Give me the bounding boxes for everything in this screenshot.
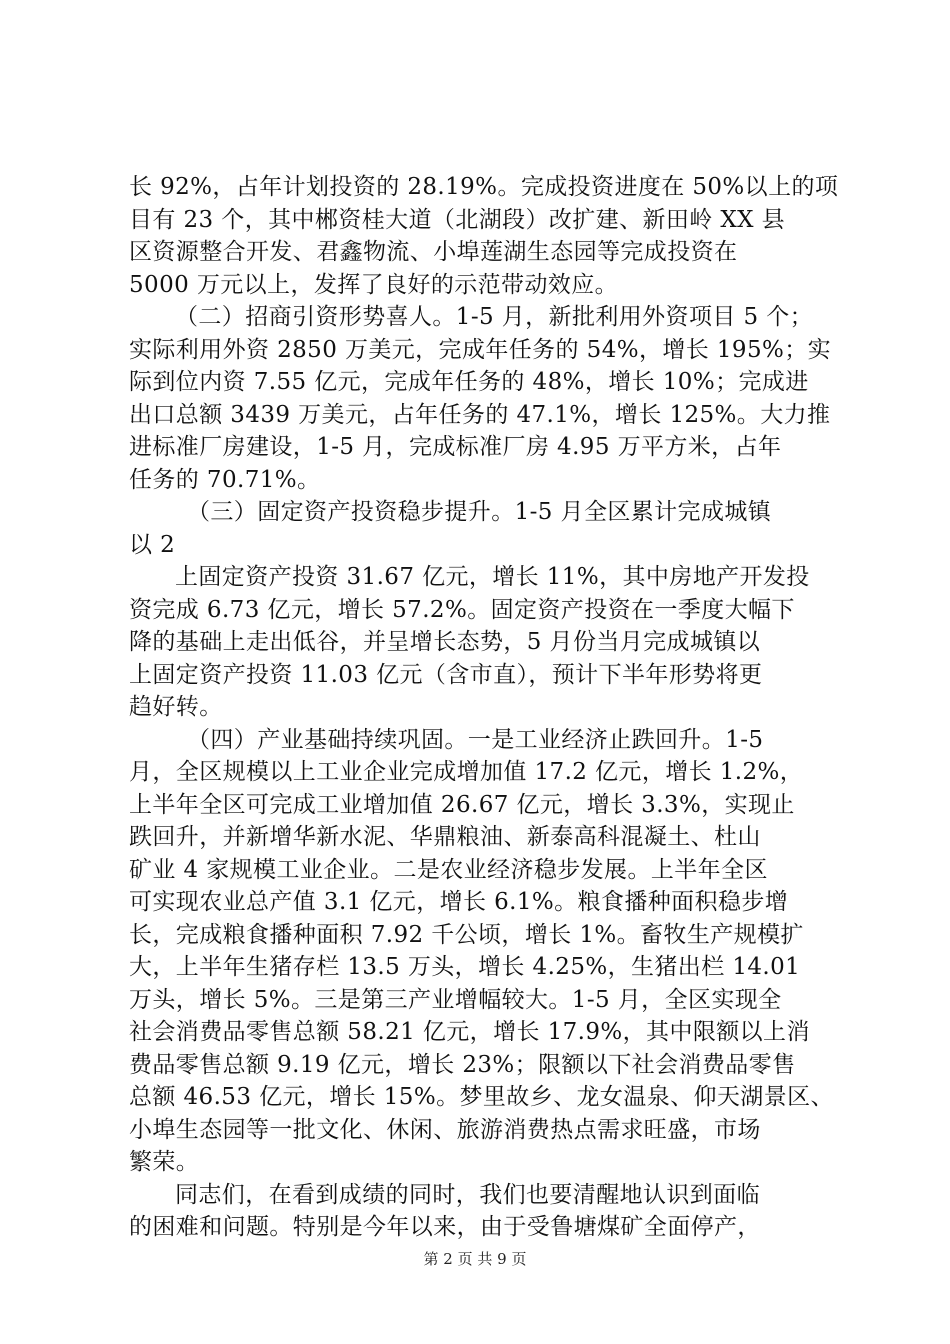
text-line: 大，上半年生猪存栏 13.5 万头，增长 4.25%，生猪出栏 14.01 [129, 954, 801, 980]
text-line: 万头，增长 5%。三是第三产业增幅较大。1-5 月，全区实现全 [129, 986, 782, 1013]
text-line: 目有 23 个，其中郴资桂大道（北湖段）改扩建、新田岭 XX 县 [129, 206, 786, 233]
page-number-footer: 第 2 页 共 9 页 [423, 1250, 527, 1268]
document-body [129, 171, 839, 1244]
text-line: 出口总额 3439 万美元，占年任务的 47.1%，增长 125%。大力推 [129, 401, 831, 428]
section-heading-line: （四）产业基础持续巩固。一是工业经济止跌回升。1-5 [187, 726, 764, 753]
text-line: 实际利用外资 2850 万美元，完成年任务的 54%，增长 195%；实 [129, 336, 832, 363]
text-line: 际到位内资 7.55 亿元，完成年任务的 48%，增长 10%；完成进 [129, 369, 809, 395]
text-line: 的困难和问题。特别是今年以来，由于受鲁塘煤矿全面停产， [129, 1214, 761, 1240]
text-line: 总额 46.53 亿元，增长 15%。梦里故乡、龙女温泉、仰天湖景区、 [129, 1084, 834, 1110]
text-line: 上固定资产投资 11.03 亿元（含市直），预计下半年形势将更 [129, 661, 763, 688]
text-line: 上固定资产投资 31.67 亿元，增长 11%，其中房地产开发投 [175, 564, 810, 590]
section-heading-line: （二）招商引资形势喜人。1-5 月，新批利用外资项目 5 个； [175, 304, 814, 330]
text-line: 跌回升，并新增华新水泥、华鼎粮油、新泰高科混凝土、杜山 [129, 824, 761, 850]
text-line: 月，全区规模以上工业企业完成增加值 17.2 亿元，增长 1.2%， [129, 759, 804, 785]
section-heading-line: （三）固定资产投资稳步提升。1-5 月全区累计完成城镇 [187, 499, 772, 525]
text-line: 区资源整合开发、君鑫物流、小埠莲湖生态园等完成投资在 [129, 239, 738, 265]
text-line: 社会消费品零售总额 58.21 亿元，增长 17.9%，其中限额以上消 [129, 1019, 810, 1045]
text-line: 费品零售总额 9.19 亿元，增长 23%；限额以下社会消费品零售 [129, 1051, 796, 1078]
text-line: 长 92%，占年计划投资的 28.19%。完成投资进度在 50%以上的项 [129, 174, 839, 200]
text-line: 长，完成粮食播种面积 7.92 千公顷，增长 1%。畜牧生产规模扩 [129, 921, 804, 948]
text-line: 趋好转。 [129, 694, 223, 720]
text-line: 小埠生态园等一批文化、休闲、旅游消费热点需求旺盛，市场 [129, 1116, 761, 1143]
text-line: 以 2 [129, 531, 176, 558]
text-line: 可实现农业总产值 3.1 亿元，增长 6.1%。粮食播种面积稳步增 [129, 889, 789, 915]
text-line: 资完成 6.73 亿元，增长 57.2%。固定资产投资在一季度大幅下 [129, 596, 795, 623]
text-line: 繁荣。 [129, 1149, 200, 1175]
text-line: 任务的 70.71%。 [129, 466, 321, 493]
text-line: 上半年全区可完成工业增加值 26.67 亿元，增长 3.3%，实现止 [129, 791, 795, 818]
text-line: 同志们，在看到成绩的同时，我们也要清醒地认识到面临 [175, 1181, 760, 1208]
text-line: 进标准厂房建设，1-5 月，完成标准厂房 4.95 万平方米，占年 [129, 434, 782, 460]
text-line: 5000 万元以上，发挥了良好的示范带动效应。 [129, 271, 619, 298]
text-line: 降的基础上走出低谷，并呈增长态势，5 月份当月完成城镇以 [129, 629, 761, 655]
text-line: 矿业 4 家规模工业企业。二是农业经济稳步发展。上半年全区 [129, 856, 768, 883]
